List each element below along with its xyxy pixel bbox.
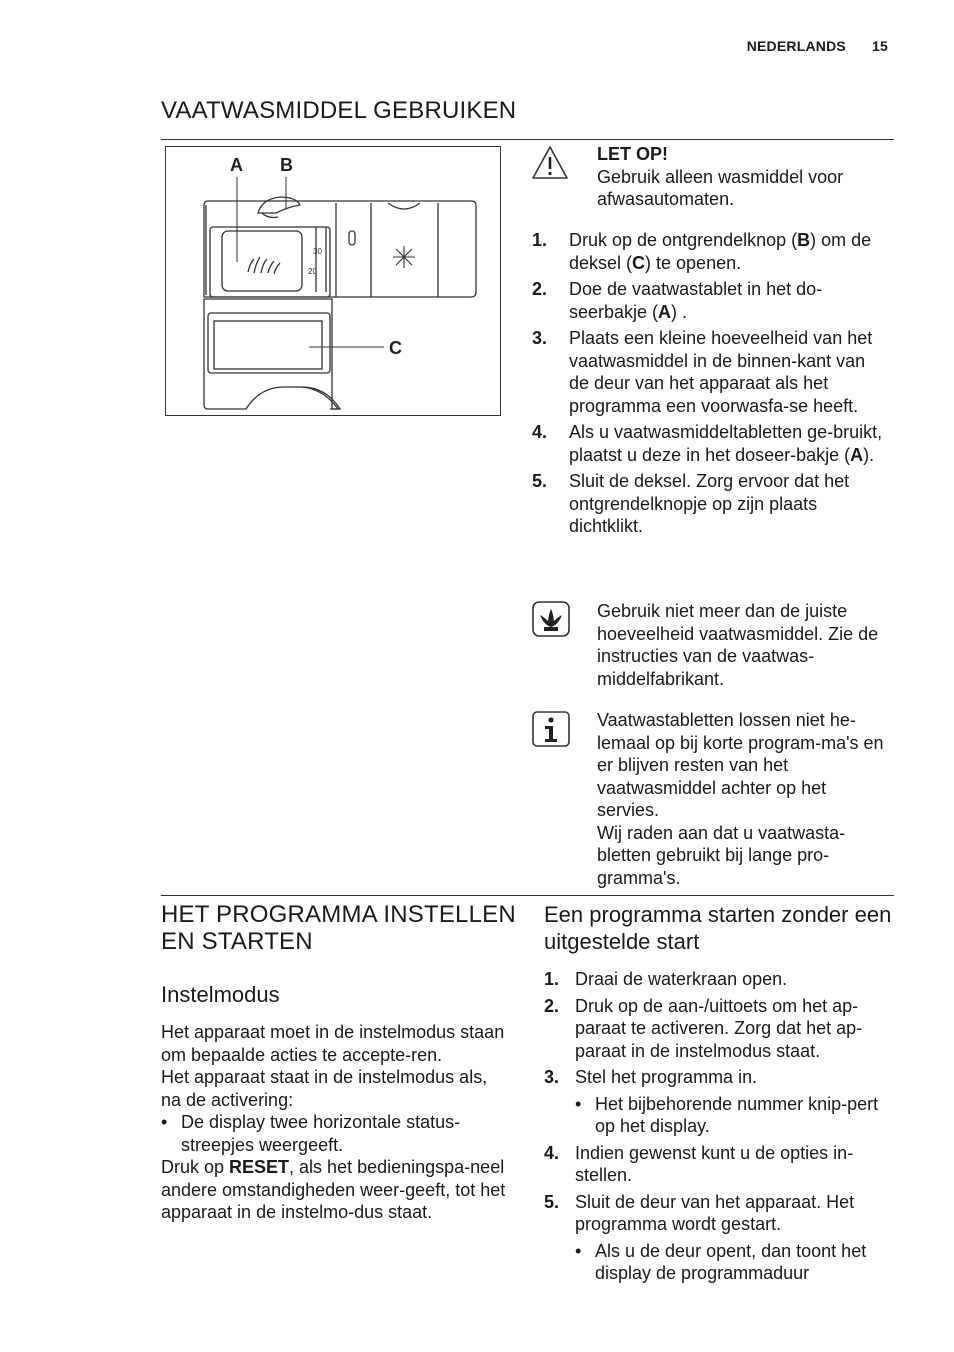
info-note <box>597 709 887 889</box>
setting-mode-para-1: Het apparaat moet in de instelmodus staan om bepaalde acties te accepte-ren. <box>161 1022 505 1065</box>
section-title-detergent: VAATWASMIDDEL GEBRUIKEN <box>161 97 517 124</box>
label-c: C <box>389 338 402 358</box>
detergent-step-4: 4. Als u vaatwasmiddeltabletten ge-bruikt, plaatst u deze in het doseer-bakje (A). <box>532 422 883 465</box>
detergent-step-2: 2. Doe de vaatwastablet in het do-seerbakje (A) . <box>532 279 823 322</box>
setting-mode-body <box>161 1021 506 1224</box>
start-step-3-bullet: • Het bijbehorende nummer knip-pert op het display. <box>575 1093 879 1136</box>
start-steps <box>544 968 894 1289</box>
info-note-text-2: Wij raden aan dat u vaatwasta-bletten gebruikt bij lange pro-gramma's. <box>597 822 846 888</box>
warning-icon <box>531 145 569 186</box>
section-title-start: Een programma starten zonder een uitgestelde start <box>544 902 892 954</box>
setting-mode-para-3: Druk op RESET, als het bedieningspa-neel andere omstandigheden weer-geeft, tot het apparaat in de instelmo-dus staat. <box>161 1157 506 1222</box>
environment-icon <box>532 601 570 642</box>
environment-note: Gebruik niet meer dan de juiste hoeveelheid vaatwasmiddel. Zie de instructies van de vaatwas-middelfabrikant. <box>597 601 879 689</box>
start-step-1: 1. Draai de waterkraan open. <box>544 969 788 989</box>
info-icon <box>532 711 570 752</box>
start-step-5: 5. Sluit de deur van het apparaat. Het programma wordt gestart. • Als u de deur opent, dan toont het display de programmaduur <box>544 1191 894 1285</box>
start-step-2: 2. Druk op de aan-/uittoets om het ap-paraat te activeren. Zorg dat het ap-paraat in de instelmodus staat. <box>544 995 863 1061</box>
info-note-text-1: Vaatwastabletten lossen niet he-lemaal op bij korte program-ma's en er blijven resten van het vaatwasmiddel achter op het servies. <box>597 710 884 820</box>
scale-30: 30 <box>313 247 322 256</box>
detergent-step-3: 3. Plaats een kleine hoeveelheid van het vaatwasmiddel in de binnen-kant van de deur van het apparaat als het programma een voorwasfa-se heeft. <box>532 328 873 416</box>
setting-mode-para-2: Het apparaat staat in de instelmodus als, na de activering: <box>161 1067 488 1110</box>
detergent-steps <box>532 229 884 542</box>
warning-text: Gebruik alleen wasmiddel voor afwasautomaten. <box>597 166 844 209</box>
subtitle-setting-mode: Instelmodus <box>161 982 280 1007</box>
detergent-step-1: 1. Druk op de ontgrendelknop (B) om de deksel (C) te openen. <box>532 230 872 273</box>
detergent-step-5: 5. Sluit de deksel. Zorg ervoor dat het ontgrendelknopje op zijn plaats dichtklikt. <box>532 471 850 536</box>
dispenser-drawing <box>166 147 502 417</box>
section-rule-2 <box>161 895 894 896</box>
section-rule <box>161 139 894 140</box>
warning-block <box>597 143 887 211</box>
label-a: A <box>230 155 243 175</box>
dispenser-figure <box>165 146 501 416</box>
label-b: B <box>280 155 293 175</box>
start-step-5-bullet: • Als u de deur opent, dan toont het display de programmaduur <box>575 1240 867 1283</box>
page-number: 15 <box>872 38 888 54</box>
start-step-4: 4. Indien gewenst kunt u de opties in-stellen. <box>544 1142 854 1185</box>
section-title-program: HET PROGRAMMA INSTELLEN EN STARTEN <box>161 901 516 955</box>
page-header <box>725 38 888 54</box>
header-language: NEDERLANDS <box>746 38 846 54</box>
warning-title: LET OP! <box>597 144 668 164</box>
setting-mode-bullet: • De display twee horizontale status-streepjes weergeeft. <box>161 1112 461 1155</box>
start-step-3: 3. Stel het programma in. • Het bijbehorende nummer knip-pert op het display. <box>544 1066 894 1138</box>
scale-20: 20 <box>308 267 317 276</box>
